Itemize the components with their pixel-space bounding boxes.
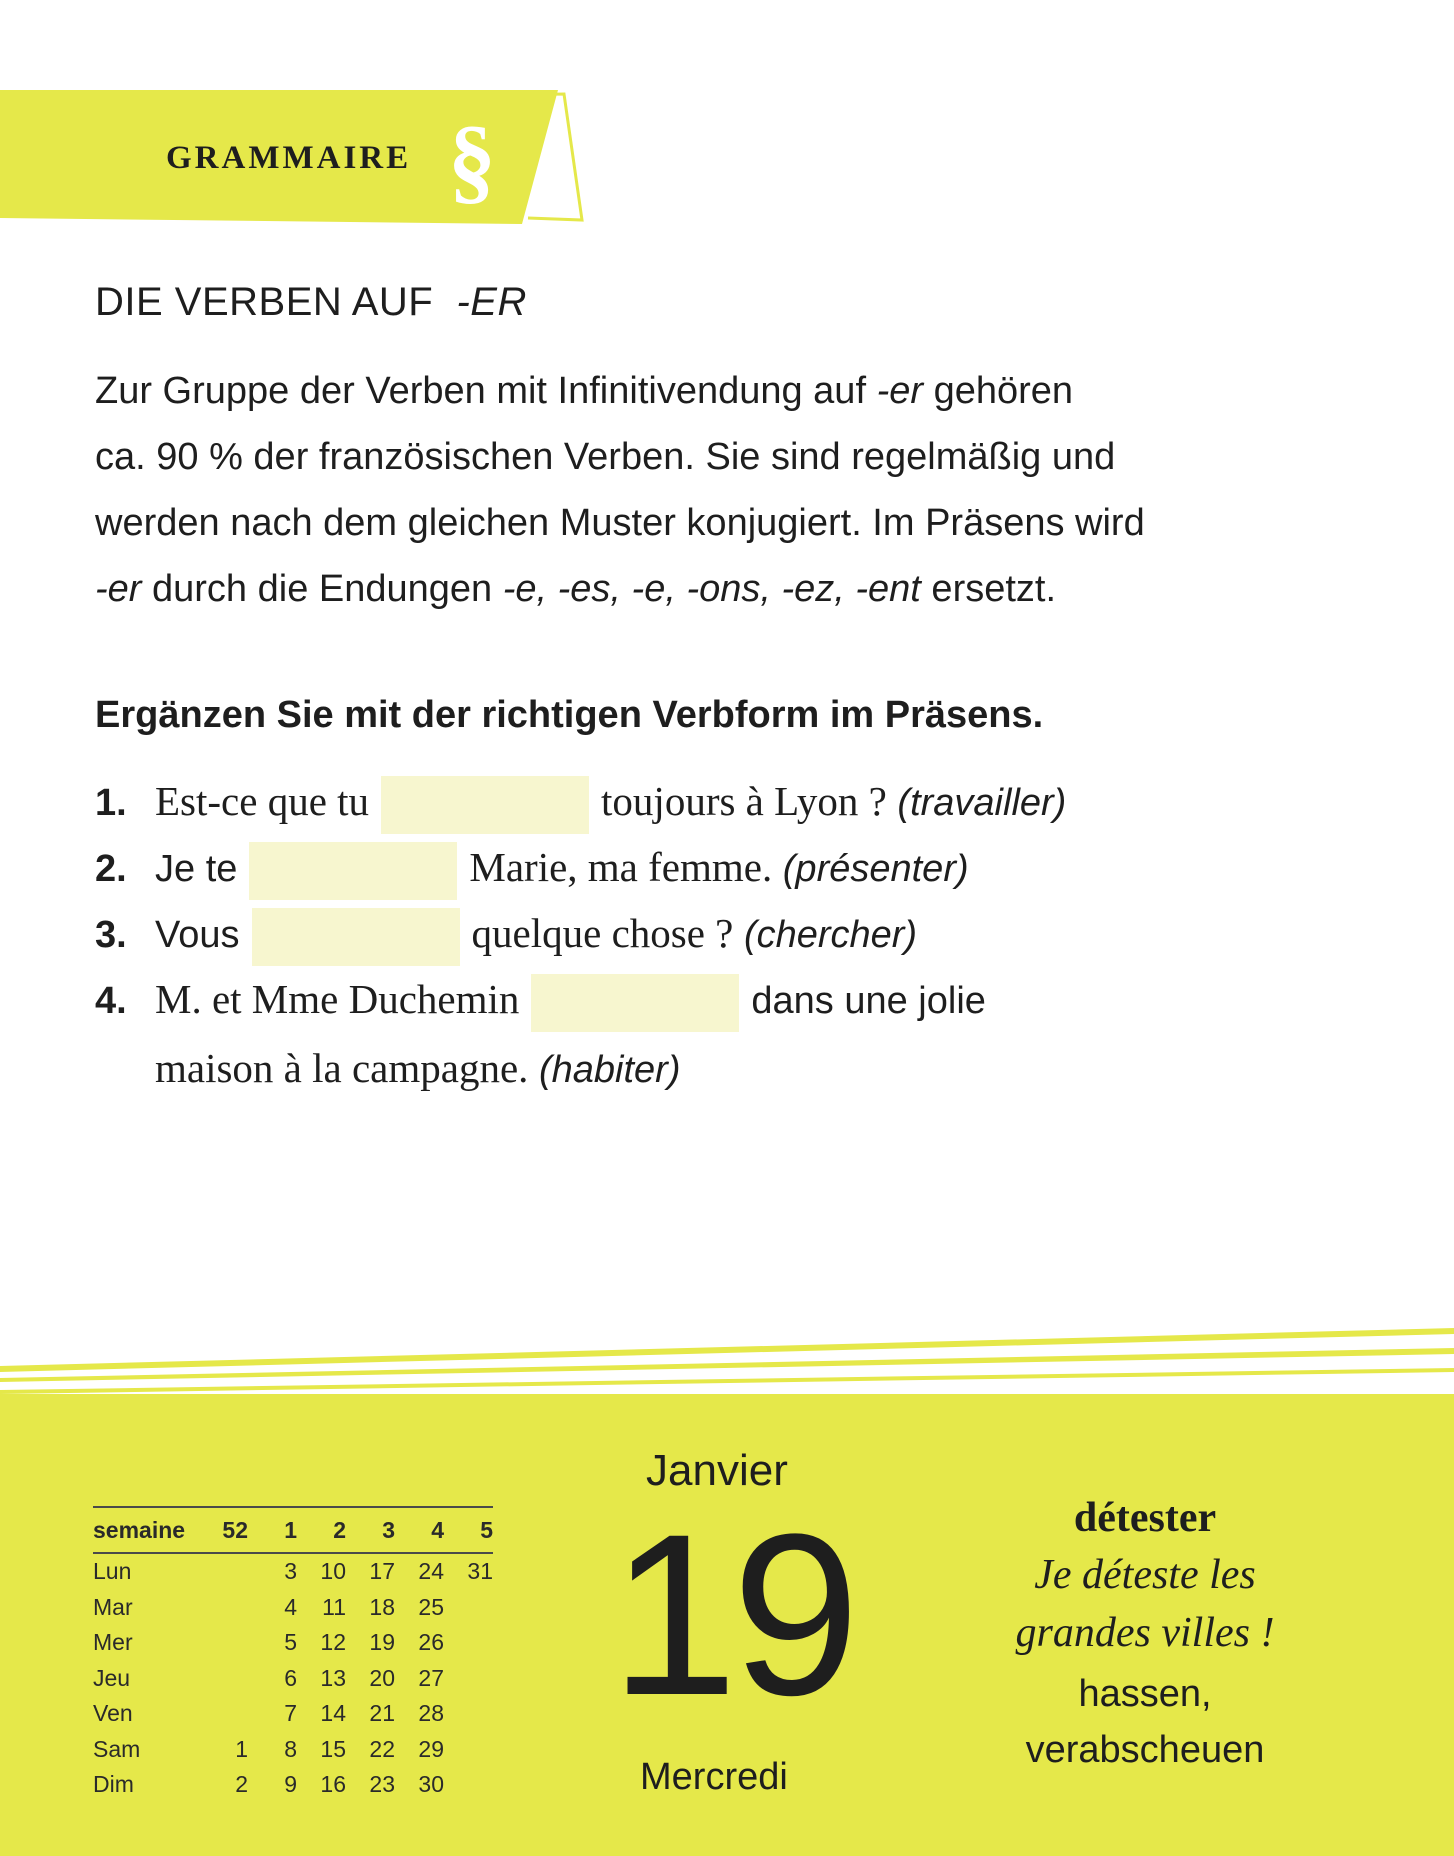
exercise-item xyxy=(95,908,917,966)
answer-gap[interactable] xyxy=(531,974,739,1032)
calendar-row xyxy=(93,1625,493,1661)
section-label: GRAMMAIRE xyxy=(166,140,412,176)
calendar-day xyxy=(444,1590,493,1626)
calendar-day: 25 xyxy=(418,1593,444,1620)
exercise-number: 2. xyxy=(95,848,127,891)
calendar-day xyxy=(199,1625,248,1661)
calendar-day: 31 xyxy=(467,1558,493,1585)
calendar-day: 21 xyxy=(369,1700,395,1727)
exercise-text: Je te xyxy=(155,848,238,891)
lesson-title xyxy=(95,280,527,325)
calendar-day: 22 xyxy=(369,1735,395,1762)
calendar-day: 19 xyxy=(369,1629,395,1656)
intro-text: ersetzt. xyxy=(920,568,1057,610)
exercise-text: Est-ce que tu xyxy=(155,778,370,825)
weekday-abbrev: Jeu xyxy=(93,1664,131,1691)
calendar-day: 3 xyxy=(284,1558,297,1585)
intro-endings-list: -e, -es, -e, -ons, -ez, -ent xyxy=(502,568,921,610)
calendar-day: 1 xyxy=(235,1735,248,1762)
exercise-number: 1. xyxy=(95,782,127,825)
calendar-day xyxy=(444,1661,493,1697)
word-of-day xyxy=(990,1490,1300,1778)
word-translation: verabscheuen xyxy=(1025,1729,1265,1771)
calendar-day: 27 xyxy=(418,1664,444,1691)
mini-calendar xyxy=(93,1506,493,1803)
calendar-day: 9 xyxy=(284,1771,297,1798)
exercise-item xyxy=(95,974,986,1032)
exercise-item-continued xyxy=(155,1044,680,1094)
week-number: 3 xyxy=(346,1507,395,1553)
decorative-stripes xyxy=(0,1318,1454,1398)
weekday-name: Mercredi xyxy=(640,1756,788,1798)
calendar-row xyxy=(93,1732,493,1768)
calendar-day: 30 xyxy=(418,1771,444,1798)
calendar-day xyxy=(444,1696,493,1732)
answer-gap[interactable] xyxy=(381,776,589,834)
intro-text: durch die Endungen xyxy=(141,568,503,610)
exercise-number: 3. xyxy=(95,914,127,957)
exercise-text: Vous xyxy=(155,914,240,957)
calendar-day xyxy=(444,1732,493,1768)
weekday-abbrev: Lun xyxy=(93,1558,132,1585)
week-number: 4 xyxy=(395,1507,444,1553)
calendar-day: 16 xyxy=(320,1771,346,1798)
calendar-day xyxy=(199,1696,248,1732)
intro-line: werden nach dem gleichen Muster konjugiert. Im Präsens wird xyxy=(95,502,1145,544)
calendar-day xyxy=(444,1625,493,1661)
week-number: 52 xyxy=(199,1507,248,1553)
week-number: 1 xyxy=(248,1507,297,1553)
day-number: 19 xyxy=(610,1486,854,1743)
exercise-text: maison à la campagne. xyxy=(155,1045,529,1091)
calendar-day: 2 xyxy=(235,1771,248,1798)
month-name: Janvier xyxy=(646,1446,788,1495)
calendar-day: 6 xyxy=(284,1664,297,1691)
word-example: grandes villes ! xyxy=(1015,1610,1275,1656)
week-number: 2 xyxy=(297,1507,346,1553)
answer-gap[interactable] xyxy=(249,842,457,900)
calendar-day: 10 xyxy=(320,1558,346,1585)
weekday-abbrev: Sam xyxy=(93,1735,141,1762)
word-example: Je déteste les xyxy=(1034,1552,1256,1598)
exercise-text: dans une jolie xyxy=(751,980,986,1023)
exercise-text: toujours à Lyon ? xyxy=(601,778,887,825)
exercise-number: 4. xyxy=(95,980,127,1023)
title-ending: -ER xyxy=(456,280,527,324)
calendar-day: 24 xyxy=(418,1558,444,1585)
verb-hint: (présenter) xyxy=(782,848,969,891)
paragraph-icon: § xyxy=(448,106,496,213)
calendar-day: 4 xyxy=(284,1593,297,1620)
weekday-abbrev: Mer xyxy=(93,1629,133,1656)
calendar-header xyxy=(93,1507,493,1553)
calendar-day: 17 xyxy=(369,1558,395,1585)
answer-gap[interactable] xyxy=(252,908,460,966)
calendar-row xyxy=(93,1767,493,1803)
calendar-day xyxy=(444,1767,493,1803)
calendar-day xyxy=(199,1553,248,1590)
week-label: semaine xyxy=(93,1507,199,1553)
calendar-row xyxy=(93,1661,493,1697)
week-number: 5 xyxy=(444,1507,493,1553)
calendar-day: 11 xyxy=(322,1593,346,1620)
calendar-day: 14 xyxy=(320,1700,346,1727)
calendar-day: 13 xyxy=(320,1664,346,1691)
exercise-text: Marie, ma femme. xyxy=(469,844,773,891)
calendar-day: 12 xyxy=(320,1629,346,1656)
calendar-day: 26 xyxy=(418,1629,444,1656)
task-instruction: Ergänzen Sie mit der richtigen Verbform im Präsens. xyxy=(95,694,1044,736)
weekday-abbrev: Mar xyxy=(93,1593,133,1620)
exercise-text: quelque chose ? xyxy=(471,910,734,957)
verb-hint: (travailler) xyxy=(897,782,1067,825)
verb-hint: (habiter) xyxy=(538,1049,681,1091)
weekday-abbrev: Dim xyxy=(93,1771,134,1798)
calendar-day: 20 xyxy=(369,1664,395,1691)
calendar-day: 7 xyxy=(284,1700,297,1727)
calendar-row xyxy=(93,1590,493,1626)
calendar-day: 18 xyxy=(369,1593,395,1620)
calendar-day xyxy=(199,1590,248,1626)
word-translation: hassen, xyxy=(1078,1673,1212,1715)
calendar-row xyxy=(93,1553,493,1590)
intro-ending: -er xyxy=(876,370,924,412)
calendar-day: 5 xyxy=(284,1629,297,1656)
word: détester xyxy=(1073,1495,1217,1541)
calendar-day: 8 xyxy=(284,1735,297,1762)
intro-ending: -er xyxy=(95,568,142,610)
exercise-item xyxy=(95,842,969,900)
calendar-day xyxy=(199,1661,248,1697)
exercise-text: M. et Mme Duchemin xyxy=(155,976,520,1023)
calendar-day: 29 xyxy=(418,1735,444,1762)
title-main: DIE VERBEN AUF xyxy=(95,280,434,324)
intro-text: gehören xyxy=(923,370,1074,412)
calendar-day: 28 xyxy=(418,1700,444,1727)
intro-line: ca. 90 % der französischen Verben. Sie sind regelmäßig und xyxy=(95,436,1116,478)
calendar-day: 23 xyxy=(369,1771,395,1798)
weekday-abbrev: Ven xyxy=(93,1700,133,1727)
lesson-intro xyxy=(95,358,1355,622)
intro-text: Zur Gruppe der Verben mit Infinitivendung auf xyxy=(95,370,877,412)
calendar-row xyxy=(93,1696,493,1732)
calendar-day: 15 xyxy=(320,1735,346,1762)
exercise-item xyxy=(95,776,1066,834)
verb-hint: (chercher) xyxy=(743,914,918,957)
